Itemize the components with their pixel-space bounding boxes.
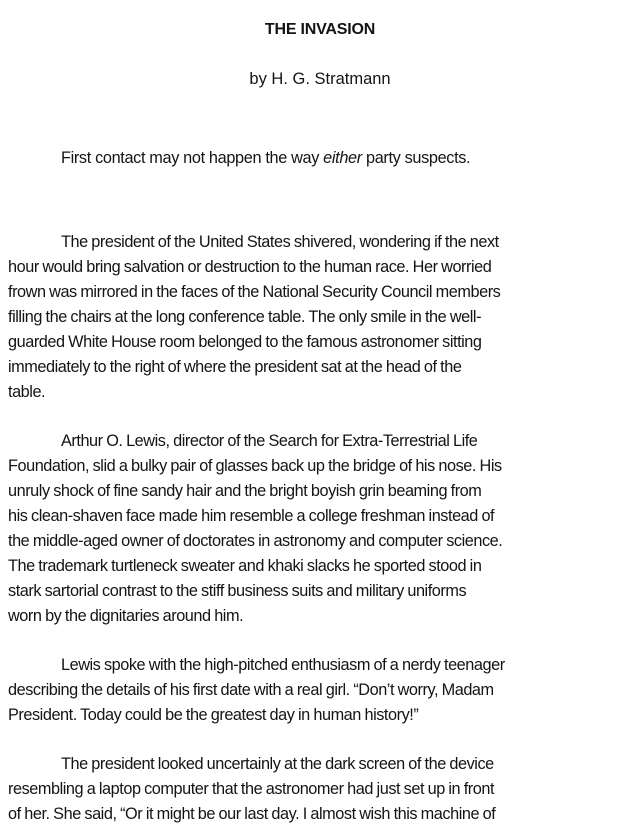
tagline-text-after: party suspects. <box>361 149 471 167</box>
paragraph-line: unruly shock of fine sandy hair and the bright boyish grin beaming from <box>8 482 482 500</box>
paragraph-4 <box>8 752 633 827</box>
paragraph-line: The president looked uncertainly at the dark screen of the device <box>61 755 494 773</box>
paragraph-line: his clean-shaven face made him resemble a college freshman instead of <box>8 507 495 525</box>
paragraph-3 <box>8 653 633 728</box>
paragraph-line: stark sartorial contrast to the stiff business suits and military uniforms <box>8 582 467 600</box>
paragraph-2 <box>8 429 633 629</box>
paragraph-line: Arthur O. Lewis, director of the Search for Extra-Terrestrial Life <box>61 432 478 450</box>
paragraph-line: table. <box>8 383 46 401</box>
paragraph-line: guarded White House room belonged to the famous astronomer sitting <box>8 333 482 351</box>
paragraph-line: The trademark turtleneck sweater and khaki slacks he sported stood in <box>8 557 482 575</box>
paragraph-line: the middle-aged owner of doctorates in astronomy and computer science. <box>8 532 503 550</box>
paragraph-line: of her. She said, “Or it might be our last day. I almost wish this machine of <box>8 805 496 823</box>
paragraph-line: President. Today could be the greatest day in human history!” <box>8 706 419 724</box>
story-title: THE INVASION <box>264 21 376 38</box>
paragraph-1 <box>8 230 633 405</box>
tagline-emphasis: either <box>323 149 362 167</box>
paragraph-line: resembling a laptop computer that the astronomer had just set up in front <box>8 780 495 798</box>
tagline-text-before: First contact may not happen the way <box>61 149 324 167</box>
paragraph-line: immediately to the right of where the president sat at the head of the <box>8 358 462 376</box>
author-byline: by H. G. Stratmann <box>249 70 391 88</box>
story-tagline <box>61 147 470 169</box>
paragraph-line: The president of the United States shivered, wondering if the next <box>61 233 499 251</box>
paragraph-line: filling the chairs at the long conference table. The only smile in the well- <box>8 308 482 326</box>
paragraph-line: hour would bring salvation or destruction to the human race. Her worried <box>8 258 492 276</box>
paragraph-line: worn by the dignitaries around him. <box>8 607 244 625</box>
paragraph-line: Lewis spoke with the high-pitched enthusiasm of a nerdy teenager <box>61 656 505 674</box>
paragraph-line: describing the details of his first date with a real girl. “Don’t worry, Madam <box>8 681 494 699</box>
paragraph-line: frown was mirrored in the faces of the National Security Council members <box>8 283 501 301</box>
paragraph-line: Foundation, slid a bulky pair of glasses back up the bridge of his nose. His <box>8 457 502 475</box>
